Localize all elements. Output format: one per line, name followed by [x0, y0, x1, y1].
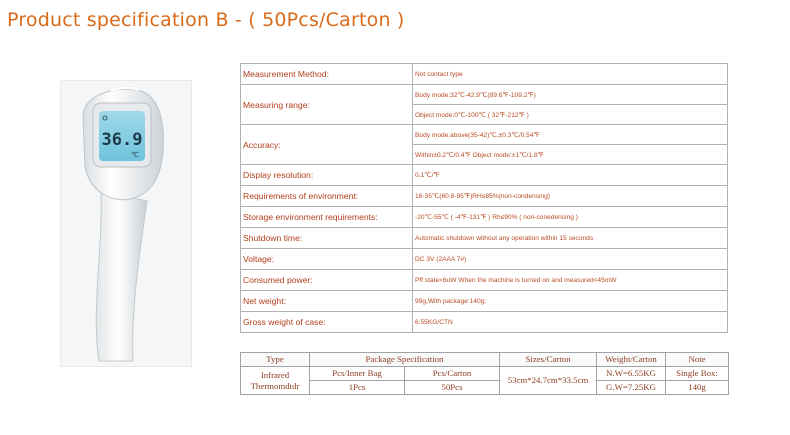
spec-label: Voltage:: [241, 249, 413, 270]
spec-row: [241, 85, 728, 105]
spec-row: [241, 291, 728, 312]
spec-value: Body mode:32℃-42.9℃(89.6℉-109.2℉): [413, 85, 728, 105]
spec-value: 16-35℃(60.8-95℉)RH≤85%(non-condensing): [413, 186, 728, 207]
spec-value: Not contact type: [413, 64, 728, 85]
header-weight: Weight/Carton: [597, 353, 666, 367]
page-title: Product specification B - ( 50Pcs/Carton ): [7, 9, 405, 31]
spec-row: [241, 64, 728, 85]
spec-row: [241, 270, 728, 291]
note-value: 140g: [666, 381, 729, 395]
inner-bag-label: Pcs/Inner Bag: [310, 367, 405, 381]
spec-row: [241, 125, 728, 145]
note-label: Single Box:: [666, 367, 729, 381]
spec-value: Body mode:above(35-42)℃,±0.3℃/0.54℉: [413, 125, 728, 145]
spec-value: DC 3V (2AAA 7#): [413, 249, 728, 270]
spec-row: [241, 186, 728, 207]
spec-label: Accuracy:: [241, 125, 413, 165]
spec-label: Display resolution:: [241, 165, 413, 186]
spec-row: [241, 228, 728, 249]
lcd-reading: 36.9: [101, 130, 143, 150]
spec-label: Measurement Method:: [241, 64, 413, 85]
product-image: [60, 80, 192, 367]
spec-value: Automatic shutdown without any operation within 15 seconds: [413, 228, 728, 249]
header-type: Type: [241, 353, 310, 367]
carton-size: 53cm*24.7cm*33.5cm: [500, 367, 597, 395]
header-sizes: Sizes/Carton: [500, 353, 597, 367]
spec-label: Gross weight of case:: [241, 312, 413, 333]
spec-value: 0.1℃/℉: [413, 165, 728, 186]
net-weight: N.W=6.55KG: [597, 367, 666, 381]
carton-value: 50Pcs: [405, 381, 500, 395]
carton-label: Pcs/Carton: [405, 367, 500, 381]
spec-label: Consumed power:: [241, 270, 413, 291]
specification-table: [240, 63, 728, 333]
spec-label: Requirements of environment:: [241, 186, 413, 207]
spec-value: 99g,With package:140g;: [413, 291, 728, 312]
thermometer-illustration: [61, 81, 191, 366]
spec-value: Within±0.2℃/0.4℉ Object mode:±1℃/1.8℉: [413, 145, 728, 165]
spec-row: [241, 165, 728, 186]
spec-label: Storage environment requirements:: [241, 207, 413, 228]
spec-value: 6.55KG/CTN: [413, 312, 728, 333]
spec-value: -20℃-55℃ ( -4℉-131℉ ) Rh≤90% ( non-conedensing ): [413, 207, 728, 228]
spec-row: [241, 207, 728, 228]
spec-label: Shutdown time:: [241, 228, 413, 249]
inner-bag-value: 1Pcs: [310, 381, 405, 395]
svg-text:℃: ℃: [131, 151, 139, 159]
header-note: Note: [666, 353, 729, 367]
spec-label: Measuring range:: [241, 85, 413, 125]
package-table: [240, 352, 729, 395]
spec-value: Object mode:0℃-100℃ ( 32℉-212℉ ): [413, 105, 728, 125]
type-cell: [241, 367, 310, 395]
spec-row: [241, 249, 728, 270]
type-line-2: Thermomdtdr: [250, 380, 300, 391]
type-line-1: Infrared: [260, 369, 290, 380]
gross-weight: G.W=7.25KG: [597, 381, 666, 395]
spec-label: Net weight:: [241, 291, 413, 312]
spec-value: Pff state<6uW When the machine is turned on and measured<45mW: [413, 270, 728, 291]
spec-row: [241, 312, 728, 333]
header-package-spec: Package Specification: [310, 353, 500, 367]
